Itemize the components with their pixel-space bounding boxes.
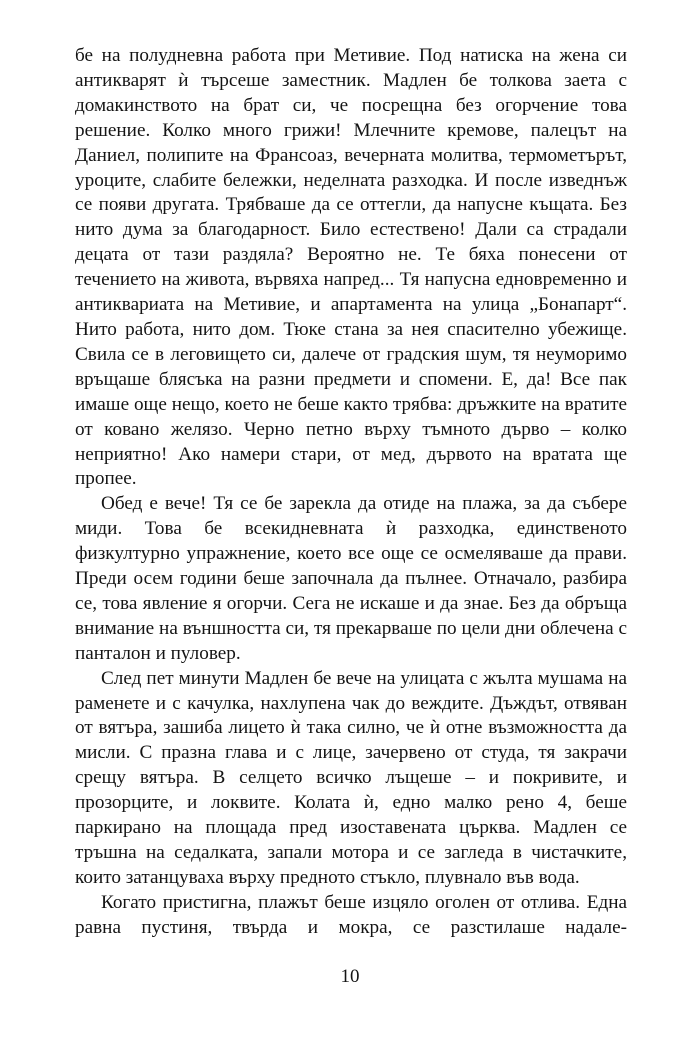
- page-number: 10: [340, 966, 360, 987]
- paragraph-1: бе на полудневна работа при Метивие. Под натиска на жена си антикварят ѝ търсеше заместник. Мадлен бе толкова заета с домакинството на брат си, че посрещна без огорчение това решение. Колко много грижи! Млечните кремове, палецът на Даниел, полипите на Франсоаз, вечерната молитва, термометърът, уроците, слабите бележки, неделната разходка. И после изведнъж се появи другата. Трябваше да се оттегли, да напусне къщата. Без нито дума за благодарност. Било естествено! Дали са страдали децата от тази раздяла? Вероятно не. Те бяха понесени от течението на живота, вървяха напред... Тя напусна едновременно и антиквариата на Метивие, и апартамента на улица „Бонапарт“. Нито работа, нито дом. Тюке стана за нея спасително убежище. Свила се в леговището си, далече от градския шум, тя неуморимо връщаше блясъка на разни предмети и спомени. Е, да! Все пак имаше още нещо, което не беше както трябва: дръжките на вратите от ковано желязо. Черно петно върху тъмното дърво – колко неприятно! Ако намери стари, от мед, дървото на вратата ще пропее.: [75, 45, 627, 490]
- paragraph-4: Когато пристигна, плажът беше изцяло оголен от отлива. Една равна пустиня, твърда и мокра, се разстилаше надале-: [75, 891, 627, 938]
- paragraph-2: Обед е вече! Тя се бе зарекла да отиде на плажа, за да събере миди. Това бе всекидневната ѝ разходка, единственото физкултурно упражнение, което все още се осмеляваше да прави. Преди осем години беше започнала да пълнее. Отначало, разбира се, това явление я огорчи. Сега не искаше и да знае. Без да обръща внимание на външността си, тя прекарваше по цели дни облечена с панталон и пуловер.: [75, 493, 627, 664]
- page-body: [75, 44, 627, 941]
- paragraph-3: След пет минути Мадлен бе вече на улицата с жълта мушама на раменете и с качулка, нахлупена чак до веждите. Дъждът, отвяван от вятъра, зашиба лицето ѝ така силно, че ѝ отне възможността да мисли. С празна глава и с лице, зачервено от студа, тя закрачи срещу вятъра. В селцето всичко лъщеше – и покривите, и прозорците, и локвите. Колата ѝ, едно малко рено 4, беше паркирано на площада пред изоставената църква. Мадлен се тръшна на седалката, запали мотора и се загледа в чистачките, които затанцуваха върху предното стъкло, плувнало във вода.: [75, 667, 627, 888]
